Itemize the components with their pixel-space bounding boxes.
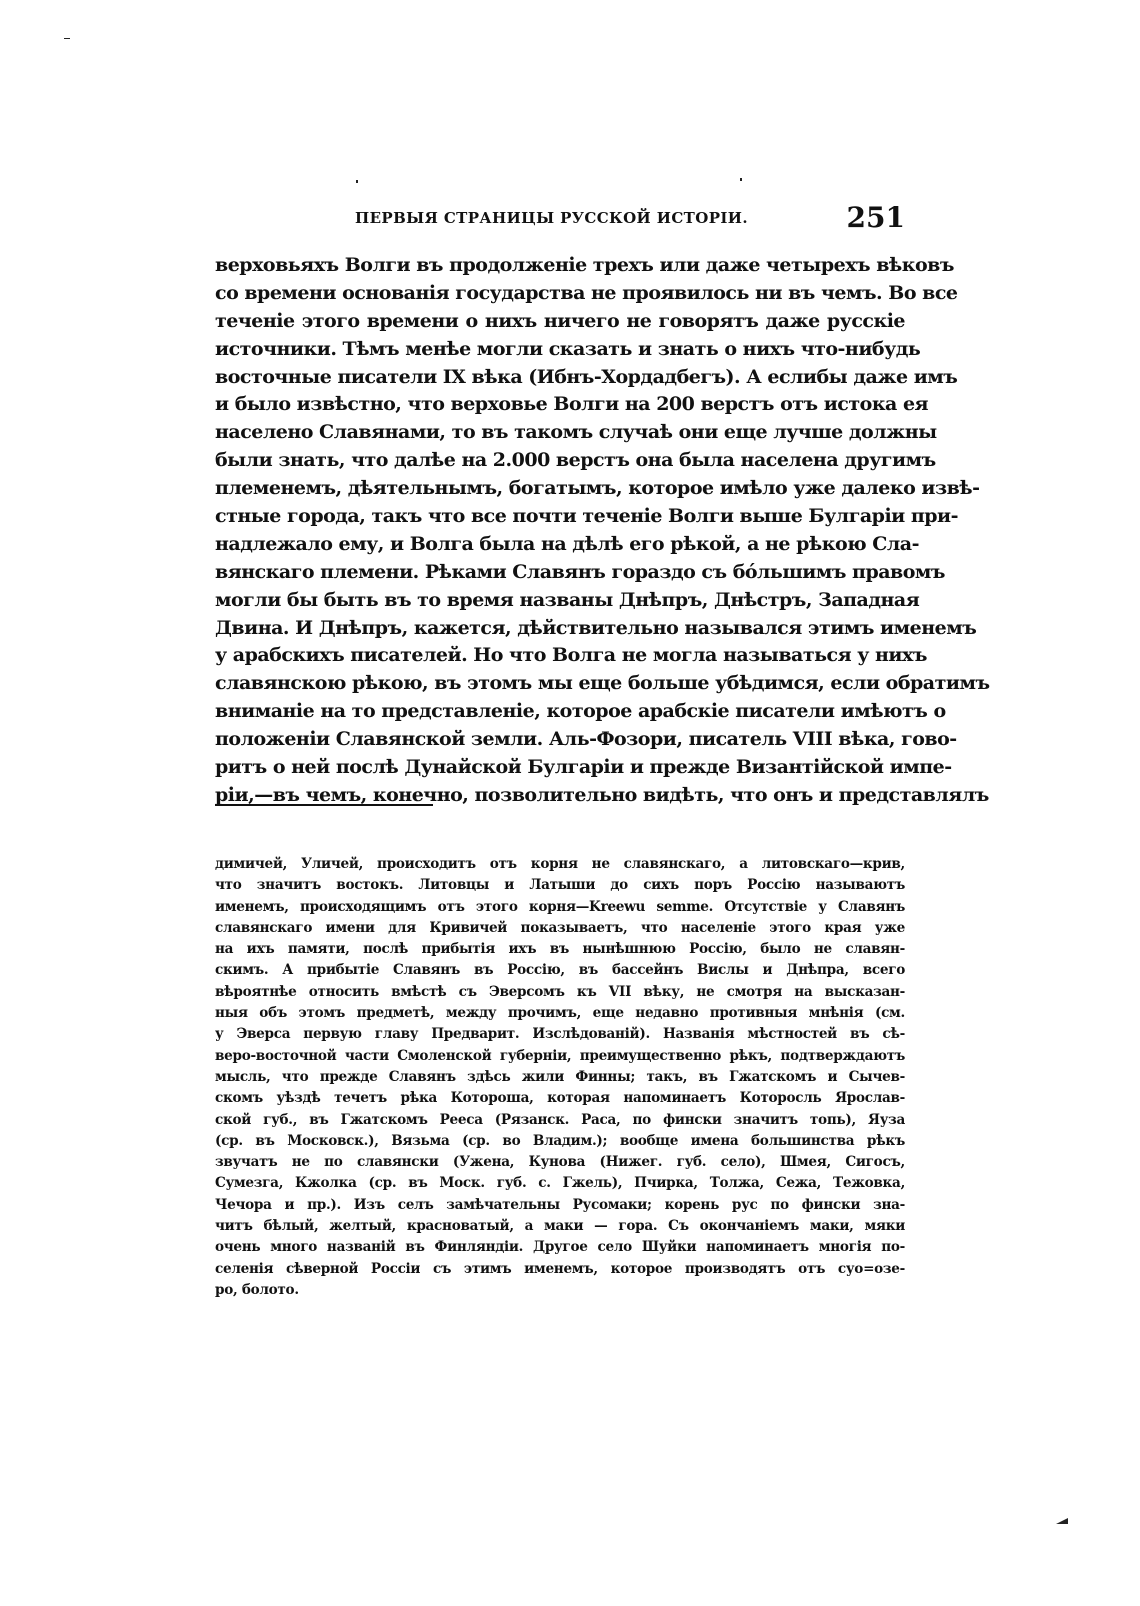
text-line: положеніи Славянской земли. Аль-Фозори, писатель VIII вѣка, гово- (215, 728, 957, 751)
text-line: могли бы быть въ то время названы Днѣпръ, Днѣстръ, Западная (215, 588, 920, 611)
footnote-line: Чечора и пр.). Изъ селъ замѣчательны Русомаки; корень рус по фински зна- (215, 1196, 905, 1213)
footnote-line: ской губ., въ Гжатскомъ Рееса (Рязанск. Раса, по фински значитъ топь), Яуза (215, 1111, 905, 1128)
scan-speck (356, 180, 358, 183)
footnote-line: скимъ. А прибытіе Славянъ въ Россію, въ бассейнъ Вислы и Днѣпра, всего (215, 962, 905, 979)
footnote-line: скомъ уѣздѣ течетъ рѣка Котороша, которая напоминаетъ Которосль Ярослав- (215, 1090, 905, 1107)
scan-speck (740, 178, 742, 181)
footnote-line: димичей, Уличей, происходитъ отъ корня не славянскаго, а литовскаго—крив, (215, 856, 905, 872)
footnote-line: славянскаго имени для Кривичей показываетъ, что населеніе этого края уже (215, 919, 905, 936)
running-head (215, 201, 905, 235)
page-number: 251 (846, 201, 905, 234)
text-line: ритъ о ней послѣ Дунайской Булгаріи и прежде Византійской импе- (215, 756, 952, 779)
footnote-line: очень много названій въ Финляндіи. Другое село Шуйки напоминаетъ многія по- (215, 1239, 905, 1256)
main-text-block (215, 252, 990, 810)
text-line: населено Славянами, то въ такомъ случаѣ они еще лучше должны (215, 421, 937, 444)
text-line: вниманіе на то представленіе, которое арабскіе писатели имѣютъ о (215, 700, 946, 723)
text-line: надлежало ему, и Волга была на дѣлѣ его рѣкой, а не рѣкою Сла- (215, 532, 919, 555)
text-line: у арабскихъ писателей. Но что Волга не могла называться у нихъ (215, 644, 927, 667)
running-title: ПЕРВЫЯ СТРАНИЦЫ РУССКОЙ ИСТОРІИ. (355, 209, 748, 227)
footnote-line: вѣроятнѣе относить вмѣстѣ съ Эверсомъ къ VII вѣку, не смотря на высказан- (215, 983, 905, 1000)
text-line: источники. Тѣмъ менѣе могли сказать и знать о нихъ что-нибудь (215, 337, 921, 360)
text-line: славянскою рѣкою, въ этомъ мы еще больше убѣдимся, если обратимъ (215, 672, 990, 695)
text-line: восточные писатели IX вѣка (Ибнъ-Хордадбегъ). А еслибы даже имъ (215, 365, 958, 388)
text-line: вянскаго племени. Рѣками Славянъ гораздо съ бо́льшимъ правомъ (215, 560, 945, 583)
text-line: со времени основанія государства не проявилось ни въ чемъ. Во все (215, 281, 958, 304)
text-line: ріи,—въ чемъ, конечно, позволительно видѣть, что онъ и представлялъ (215, 783, 989, 806)
text-line: Двина. И Днѣпръ, кажется, дѣйствительно назывался этимъ именемъ (215, 616, 977, 639)
footnote-line: мысль, что прежде Славянъ здѣсь жили Финны; такъ, въ Гжатскомъ и Сычев- (215, 1068, 905, 1085)
footnote-block (215, 854, 905, 1301)
footnote-divider (215, 804, 433, 806)
footnote-line: именемъ, происходящимъ отъ этого корня—Kreewu semme. Отсутствіе у Славянъ (215, 898, 905, 915)
scan-speck (64, 38, 70, 39)
text-line: верховьяхъ Волги въ продолженіе трехъ или даже четырехъ вѣковъ (215, 254, 954, 276)
footnote-line: что значитъ востокъ. Литовцы и Латыши до сихъ поръ Россію называютъ (215, 877, 905, 894)
footnote-line: Сумезга, Кжолка (ср. въ Моск. губ. с. Гжель), Пчирка, Толжа, Сежа, Тежовка, (215, 1175, 905, 1192)
footnote-line: ро, болото. (215, 1281, 299, 1298)
text-line: теченіе этого времени о нихъ ничего не говорятъ даже русскіе (215, 309, 905, 332)
footnote-line: на ихъ памяти, послѣ прибытія ихъ въ нынѣшнюю Россію, было не славян- (215, 941, 905, 958)
text-line: стные города, такъ что все почти теченіе Волги выше Булгаріи при- (215, 505, 959, 528)
footnote-line: (ср. въ Московск.), Вязьма (ср. во Владим.); вообще имена большинства рѣкъ (215, 1132, 905, 1149)
text-line: и было извѣстно, что верховье Волги на 200 верстъ отъ истока ея (215, 393, 929, 416)
footnote-line: ныя объ этомъ предметѣ, между прочимъ, еще недавно противныя мнѣнія (см. (215, 1005, 905, 1022)
footnote-line: веро-восточной части Смоленской губерніи, преимущественно рѣкъ, подтверждаютъ (215, 1047, 905, 1064)
footnote-line: у Эверса первую главу Предварит. Изслѣдованій). Названія мѣстностей въ сѣ- (215, 1026, 905, 1043)
footnote-line: звучатъ не по славянски (Ужена, Кунова (Нижег. губ. село), Шмея, Сигосъ, (215, 1154, 905, 1171)
footnote-line: читъ бѣлый, желтый, красноватый, а маки — гора. Съ окончаніемъ маки, мяки (215, 1218, 905, 1235)
footnote-line: селенія сѣверной Россіи съ этимъ именемъ, которое производятъ отъ суо=озе- (215, 1260, 905, 1277)
text-line: были знать, что далѣе на 2.000 верстъ она была населена другимъ (215, 449, 936, 472)
text-line: племенемъ, дѣятельнымъ, богатымъ, которое имѣло уже далеко извѣ- (215, 477, 980, 500)
scan-corner-mark (1056, 1518, 1068, 1524)
